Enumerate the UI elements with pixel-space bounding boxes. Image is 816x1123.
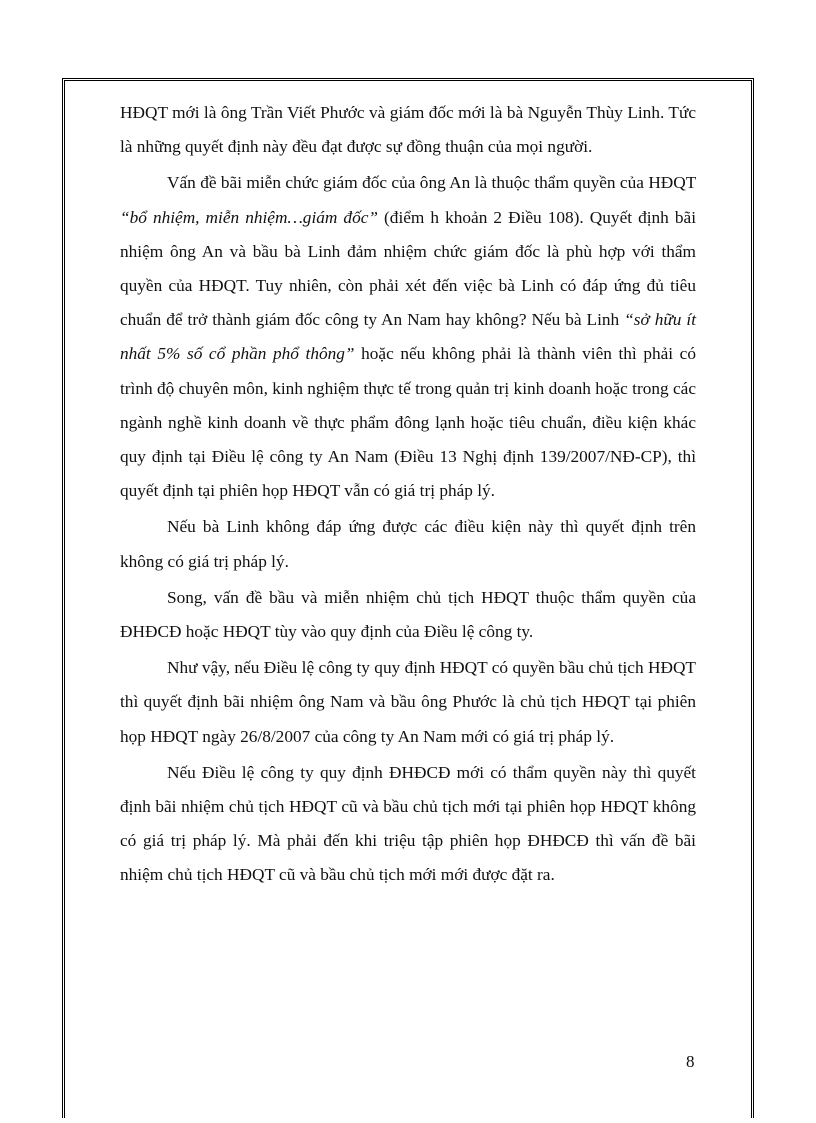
paragraph-1 (120, 96, 696, 164)
paragraph-2-text-a: Vấn đề bãi miễn chức giám đốc của ông An là thuộc thẩm quyền của HĐQT (167, 173, 696, 193)
paragraph-6 (120, 756, 696, 893)
page-number: 8 (686, 1052, 695, 1071)
paragraph-1-text: HĐQT mới là ông Trần Viết Phước và giám đốc mới là bà Nguyễn Thùy Linh. Tức là những quyết định này đều đạt được sự đồng thuận của mọi người. (120, 103, 696, 157)
paragraph-2-text-c: hoặc nếu không phải là thành viên thì phải có trình độ chuyên môn, kinh nghiệm thực tế trong quản trị kinh doanh hoặc trong các ngành nghề kinh doanh về thực phẩm đông lạnh hoặc tiêu chuẩn, điều kiện khác quy định tại Điều lệ công ty An Nam (Điều 13 Nghị định 139/2007/NĐ-CP), thì quyết định tại phiên họp HĐQT vẫn có giá trị pháp lý. (120, 344, 696, 501)
paragraph-4-text: Song, vấn đề bầu và miễn nhiệm chủ tịch HĐQT thuộc thẩm quyền của ĐHĐCĐ hoặc HĐQT tùy vào quy định của Điều lệ công ty. (120, 587, 696, 642)
paragraph-5 (120, 651, 696, 754)
paragraph-3 (120, 510, 696, 578)
paragraph-2-quote-1: “bổ nhiệm, miễn nhiệm…giám đốc” (120, 207, 378, 227)
paragraph-2 (120, 166, 696, 508)
paragraph-2-quote-2: “sở hữu ít nhất 5% số cổ phần phổ thông” (120, 310, 696, 364)
paragraph-4 (120, 581, 696, 649)
paragraph-3-text: Nếu bà Linh không đáp ứng được các điều kiện này thì quyết định trên không có giá trị pháp lý. (120, 517, 696, 571)
document-body (120, 96, 696, 893)
paragraph-5-text: Như vậy, nếu Điều lệ công ty quy định HĐQT có quyền bầu chủ tịch HĐQT thì quyết định bãi nhiệm ông Nam và bầu ông Phước là chủ tịch HĐQT tại phiên họp HĐQT ngày 26/8/2007 của công ty An Nam mới có giá trị pháp lý. (120, 658, 696, 746)
paragraph-2-text-b: (điểm h khoản 2 Điều 108). Quyết định bãi nhiệm ông An và bầu bà Linh đảm nhiệm chức giám đốc là phù hợp với thẩm quyền của HĐQT. Tuy nhiên, còn phải xét đến việc bà Linh có đáp ứng đủ tiêu chuẩn để trở thành giám đốc công ty An Nam hay không? Nếu bà Linh (120, 207, 696, 330)
paragraph-6-text: Nếu Điều lệ công ty quy định ĐHĐCĐ mới có thẩm quyền này thì quyết định bãi nhiệm chủ tịch HĐQT cũ và bầu chủ tịch mới tại phiên họp HĐQT không có giá trị pháp lý. Mà phải đến khi triệu tập phiên họp ĐHĐCĐ thì vấn đề bãi nhiệm chủ tịch HĐQT cũ và bầu chủ tịch mới mới được đặt ra. (120, 762, 696, 885)
